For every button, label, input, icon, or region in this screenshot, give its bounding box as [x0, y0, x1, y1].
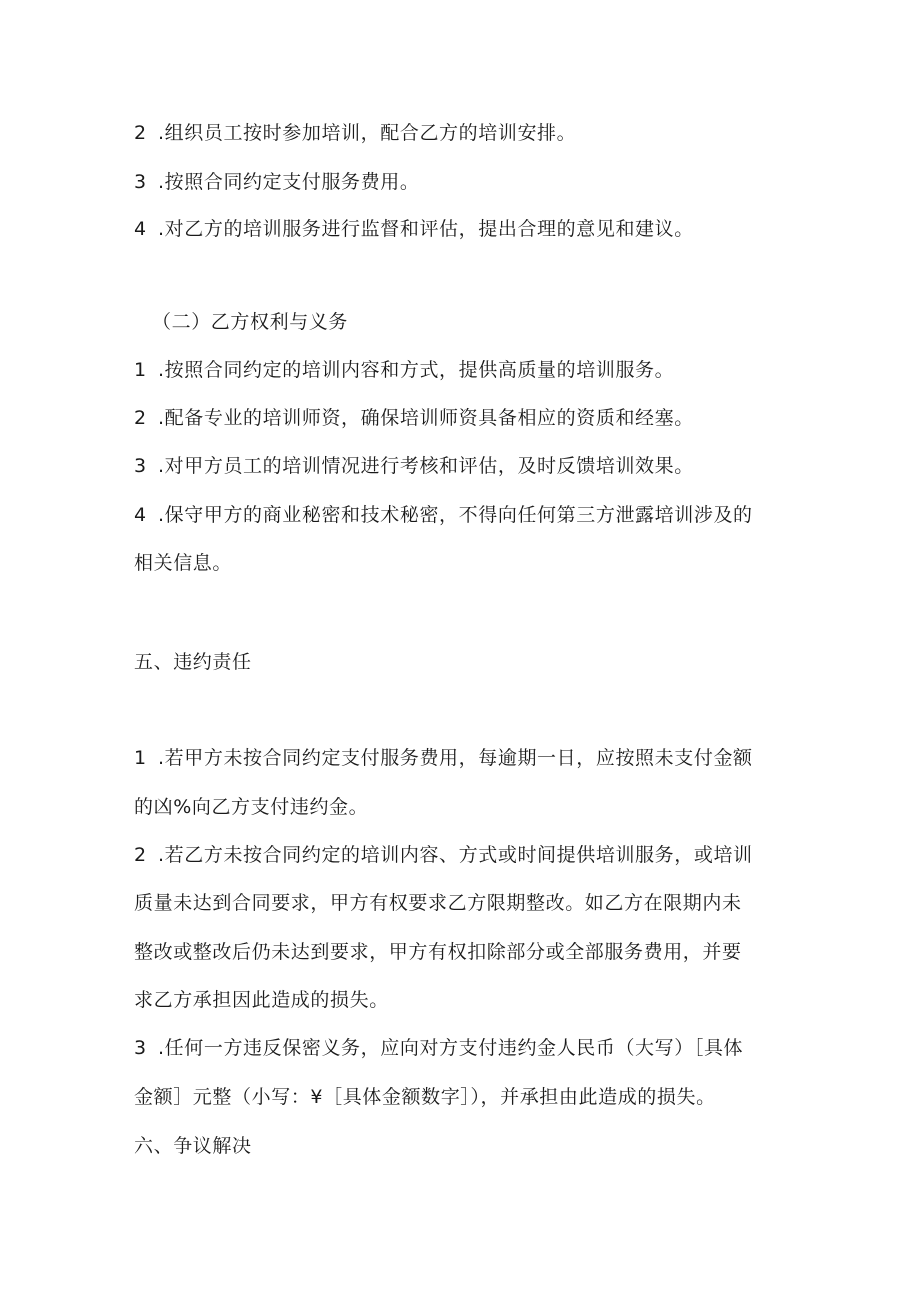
list-item: 1 .若甲方未按合同约定支付服务费用，每逾期一日，应按照未支付金额: [134, 747, 753, 769]
list-item: 4 .对乙方的培训服务进行监督和评估，提出合理的意见和建议。: [134, 218, 694, 240]
list-item-continuation: 整改或整改后仍未达到要求，甲方有权扣除部分或全部服务费用，并要: [134, 941, 742, 963]
list-item-continuation: 金额］元整（小写：¥［具体金额数字］），并承担由此造成的损失。: [134, 1086, 716, 1108]
list-item: 3 .任何一方违反保密义务，应向对方支付违约金人民币（大写）［具体: [134, 1037, 744, 1059]
section-heading: 六、争议解决: [134, 1135, 252, 1157]
list-item-continuation: 的凶%向乙方支付违约金。: [134, 796, 369, 818]
list-item-continuation: 质量未达到合同要求，甲方有权要求乙方限期整改。如乙方在限期内未: [134, 892, 742, 914]
list-item: 2 .若乙方未按合同约定的培训内容、方式或时间提供培训服务，或培训: [134, 844, 753, 866]
list-item: 1 .按照合同约定的培训内容和方式，提供高质量的培训服务。: [134, 359, 675, 381]
list-item: 2 .配备专业的培训师资，确保培训师资具备相应的资质和经塞。: [134, 407, 694, 429]
list-item: 3 .按照合同约定支付服务费用。: [134, 171, 420, 193]
list-item-continuation: 求乙方承担因此造成的损失。: [134, 989, 389, 1011]
list-item: 3 .对甲方员工的培训情况进行考核和评估，及时反馈培训效果。: [134, 455, 694, 477]
subsection-heading: （二）乙方权利与义务: [152, 311, 349, 333]
section-heading: 五、违约责任: [134, 651, 252, 673]
list-item-continuation: 相关信息。: [134, 552, 233, 574]
list-item: 2 .组织员工按时参加培训，配合乙方的培训安排。: [134, 122, 577, 144]
list-item: 4 .保守甲方的商业秘密和技术秘密，不得向任何第三方泄露培训涉及的: [134, 504, 753, 526]
